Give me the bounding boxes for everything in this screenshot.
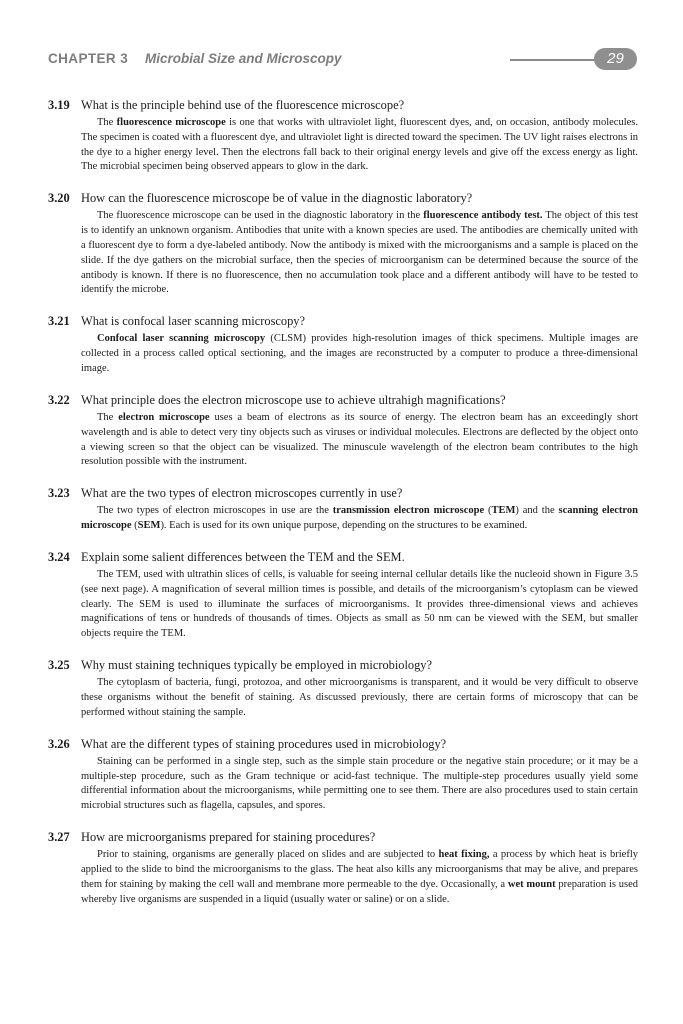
answer	[81, 504, 638, 534]
qa-item	[48, 736, 638, 814]
question-number: 3.23	[48, 486, 70, 501]
answer-text: (CLSM) provides high-resolution images of thick specimens. Multiple images are collected in a process called optical sectioning, and the images are reconstructed by a computer to produce a three-dimensional image.	[81, 333, 638, 374]
qa-item	[48, 313, 638, 376]
question	[48, 736, 638, 752]
question	[48, 657, 638, 673]
chapter-title: Microbial Size and Microscopy	[145, 51, 342, 66]
question-text: What is the principle behind use of the fluorescence microscope?	[81, 98, 405, 112]
question-text: How are microorganisms prepared for staining procedures?	[81, 830, 376, 845]
answer-term: TEM	[491, 505, 516, 517]
answer-text: The cytoplasm of bacteria, fungi, protozoa, and other microorganisms is transparent, and it would be very difficult to observe these organisms without the benefit of staining. As discussed previously, there are certain forms of microscopy that can be performed without staining the sample.	[81, 677, 638, 718]
qa-item	[48, 657, 638, 720]
answer-term: wet mount	[507, 878, 556, 890]
question-text: Why must staining techniques typically be employed in microbiology?	[81, 658, 432, 673]
question-text: What are the two types of electron microscopes currently in use?	[81, 486, 403, 501]
answer-text: a process by which heat is briefly applied to the slide to bind the microorganisms to the glass. The heat also kills any microorganisms that may be alive, and prepares them for staining by making the cell wall and membrane more permeable to the dye. Occasionally, a	[81, 849, 638, 890]
answer-text: The fluorescence microscope can be used in the diagnostic laboratory in the	[97, 210, 424, 222]
answer	[81, 755, 638, 814]
answer	[81, 332, 638, 376]
answer-text: The TEM, used with ultrathin slices of cells, is valuable for seeing internal cellular details like the nucleoid shown in Figure 3.5 (see next page). A magnification of several million times is possible, and details of the microorganism’s cytoplasm can be viewed clearly. The SEM is used to illuminate the surfaces of microorganisms. It provides three-dimensional views and achieves magnifications of tens or hundreds of thousands of times. Objects as small as 50 nm can be viewed with the SEM, but smaller objects require the TEM.	[81, 569, 638, 640]
answer-text: is one that works with ultraviolet light, fluorescent dyes, and, on occasion, antibody molecules. The specimen is coated with a fluorescent dye, and ultraviolet light is directed toward the specimen. The UV light raises electrons in the dye to a higher energy level. Then the electrons fall back to their original energy levels and give off the excess energy as light. The microbial specimen being observed appears to glow in the dark.	[81, 117, 638, 173]
question	[48, 485, 638, 501]
answer	[81, 676, 638, 720]
answer	[81, 568, 638, 642]
question-number: 3.25	[48, 658, 70, 673]
answer-text: Staining can be performed in a single step, such as the simple stain procedure or the negative stain procedure; or it may be a multiple-step procedure, such as the Gram technique or acid-fast technique. The multiple-step procedures usually yield some differential information about the microorganisms, while permitting one to see them. There are also procedures used to stain certain microbial structures such as flagella, capsules, and spores.	[81, 755, 638, 812]
question-number: 3.24	[48, 550, 70, 565]
answer	[81, 848, 638, 907]
question-text: What are the different types of staining procedures used in microbiology?	[81, 736, 447, 751]
answer	[81, 116, 638, 175]
question-text: Explain some salient differences between the TEM and the SEM.	[81, 550, 405, 565]
answer-term: fluorescence antibody test.	[423, 210, 543, 222]
question-text: What is confocal laser scanning microscopy?	[81, 314, 305, 329]
question-number: 3.19	[48, 98, 70, 112]
qa-item	[48, 97, 638, 175]
running-header	[48, 48, 638, 72]
qa-item	[48, 549, 638, 642]
answer-text: Prior to staining, organisms are generally placed on slides and are subjected to	[97, 849, 439, 861]
answer-text: preparation is used whereby live organisms are suspended in a liquid (usually water or saline) or on a slide.	[81, 878, 638, 905]
question	[48, 829, 638, 845]
answer	[81, 411, 638, 470]
chapter-label: CHAPTER 3	[48, 51, 129, 66]
question-text: What principle does the electron microscope use to achieve ultrahigh magnifications?	[81, 392, 506, 407]
question	[48, 313, 638, 329]
question-list	[48, 97, 638, 923]
question-number: 3.20	[48, 191, 70, 206]
answer-text: The	[97, 411, 119, 423]
question-number: 3.22	[48, 392, 70, 407]
question-number: 3.27	[48, 830, 70, 845]
question	[48, 392, 638, 408]
answer-text: The two types of electron microscopes in use are the	[97, 505, 333, 517]
answer-term: heat fixing,	[438, 849, 490, 861]
answer-term: transmission electron microscope	[332, 505, 485, 517]
answer-text: ) and the	[515, 505, 559, 517]
qa-item	[48, 190, 638, 298]
answer-term: SEM	[137, 520, 161, 532]
question-number: 3.21	[48, 314, 70, 329]
answer-term: fluorescence microscope	[116, 117, 226, 128]
answer	[81, 209, 638, 298]
answer-text: The object of this test is to identify an unknown organism. Antibodies that unite with a known species are used. The antibodies are chemically united with a fluorescent dye to form a dye-labeled antibody. Now the antibody is mixed with the microorganisms and a sample is placed on the slide. If the dye gathers on the microbial surface, then the species of microorganism can be determined because the source of the antibody is known. If there is no fluorescence, then no accumulation took place and a different antibody will have to be tested to identify the microbe.	[81, 210, 639, 296]
qa-item	[48, 829, 638, 907]
question	[48, 549, 638, 565]
question	[48, 190, 638, 206]
answer-text: uses a beam of electrons as its source of energy. The electron beam has an exceedingly short wavelength and is able to detect very tiny objects such as viruses or individual molecules. Electrons are deflected by the object onto a viewing screen so that the object can be visualized. The minuscule wavelength of the electron beam contributes to the high resolution possible with the instrument.	[81, 411, 638, 468]
question-number: 3.26	[48, 736, 70, 751]
question-text: How can the fluorescence microscope be of value in the diagnostic laboratory?	[81, 191, 473, 206]
answer-text: ). Each is used for its own unique purpose, depending on the structures to be examined.	[160, 520, 528, 532]
answer-term: Confocal laser scanning microscopy	[97, 333, 266, 345]
qa-item	[48, 485, 638, 534]
answer-term: scanning electron microscope	[81, 505, 638, 532]
answer-text: (	[484, 505, 492, 517]
page-number-badge: 29	[594, 48, 637, 70]
answer-term: electron microscope	[118, 411, 210, 423]
qa-item	[48, 392, 638, 470]
answer-text: (	[131, 520, 138, 532]
answer-text: The	[97, 117, 117, 128]
question	[48, 97, 638, 113]
